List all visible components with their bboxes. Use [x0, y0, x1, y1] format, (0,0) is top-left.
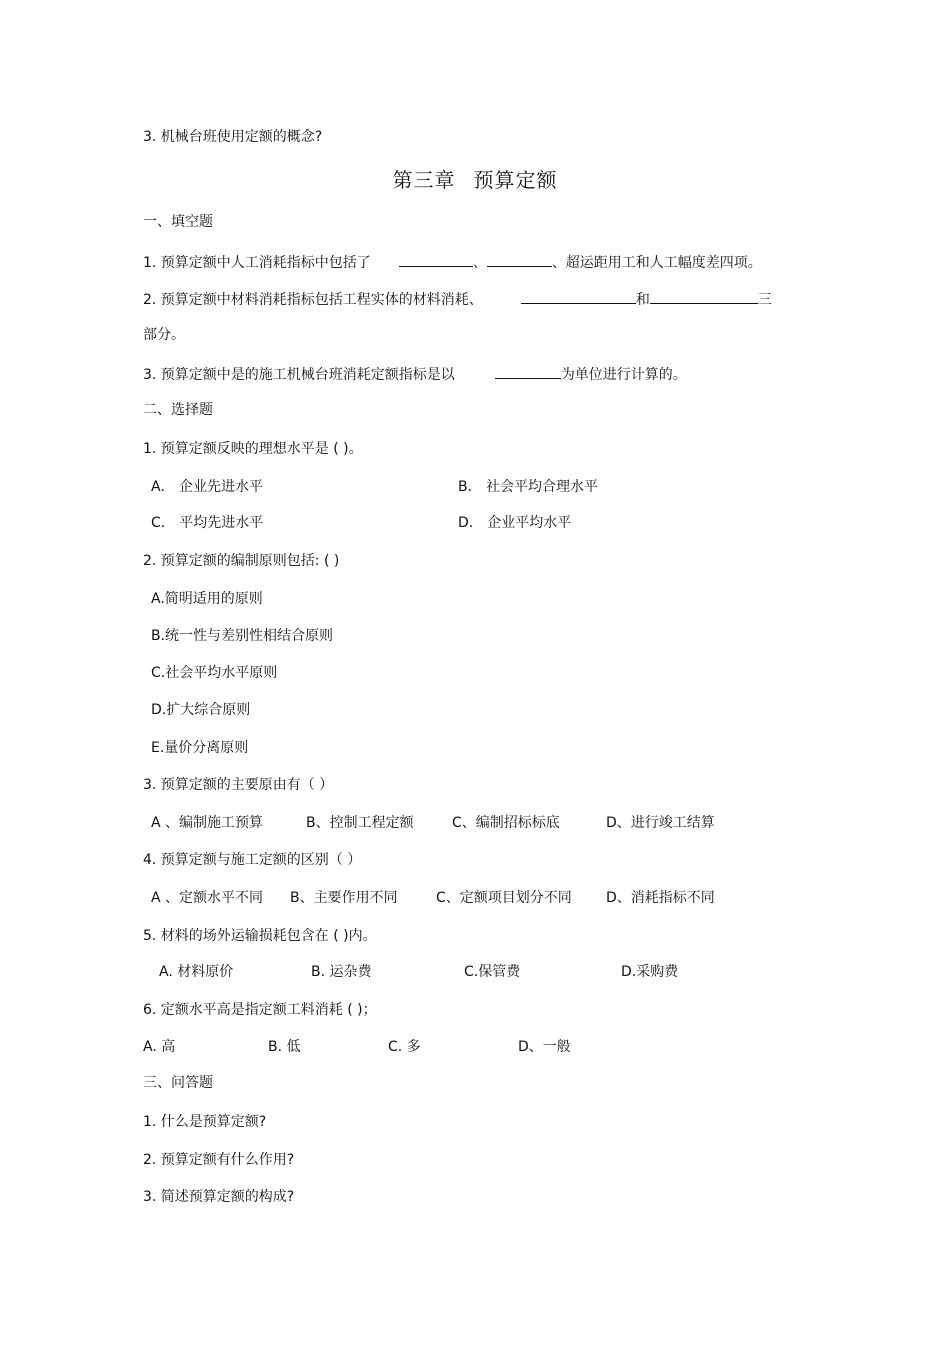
choice-q3-option-c[interactable]: C、编制招标标底 [452, 815, 560, 831]
choice-q5-option-b[interactable]: B. 运杂费 [311, 964, 372, 980]
choice-question-1: 1. 预算定额反映的理想水平是 ( )。 [143, 441, 363, 457]
choice-q6-option-c[interactable]: C. 多 [388, 1039, 421, 1055]
qa-question-3: 3. 简述预算定额的构成? [143, 1189, 295, 1205]
fill-question-2 [143, 289, 772, 310]
choice-q6-option-b[interactable]: B. 低 [268, 1039, 301, 1055]
fill-q3-blank[interactable] [495, 364, 561, 379]
choice-q5-option-d[interactable]: D.采购费 [621, 964, 679, 980]
choice-q3-option-b[interactable]: B、控制工程定额 [306, 815, 414, 831]
choice-q2-option-a[interactable]: A.简明适用的原则 [151, 591, 263, 607]
fill-q2-and: 和 [635, 292, 650, 308]
choice-q3-option-a[interactable]: A 、编制施工预算 [151, 815, 264, 831]
fill-q3-text: 3. 预算定额中是的施工机械台班消耗定额指标是以 [143, 367, 455, 383]
fill-q2-blank-2[interactable] [650, 289, 758, 304]
chapter-title [0, 166, 950, 194]
choice-q4-option-c[interactable]: C、定额项目划分不同 [436, 890, 572, 906]
choice-q4-option-a[interactable]: A 、定额水平不同 [151, 890, 264, 906]
fill-q3-tail: 为单位进行计算的。 [560, 367, 687, 383]
choice-question-4: 4. 预算定额与施工定额的区别（ ） [143, 852, 362, 868]
choice-question-5: 5. 材料的场外运输损耗包含在 ( )内。 [143, 928, 377, 944]
fill-q1-text: 1. 预算定额中人工消耗指标中包括了 [143, 255, 371, 271]
section-heading-qa: 三、问答题 [143, 1075, 213, 1091]
fill-q1-blank-2[interactable] [487, 252, 552, 267]
choice-question-2: 2. 预算定额的编制原则包括: ( ) [143, 553, 340, 569]
fill-q2-blank-1[interactable] [521, 289, 636, 304]
choice-question-6: 6. 定额水平高是指定额工料消耗 ( )； [143, 1002, 377, 1018]
chapter-name: 预算定额 [473, 168, 558, 192]
choice-q5-option-c[interactable]: C.保管费 [464, 964, 521, 980]
choice-q4-option-d[interactable]: D、消耗指标不同 [606, 890, 715, 906]
chapter-number: 第三章 [392, 168, 456, 192]
choice-q4-option-b[interactable]: B、主要作用不同 [290, 890, 398, 906]
choice-q5-option-a[interactable]: A. 材料原价 [159, 964, 234, 980]
choice-q1-option-b[interactable]: B． 社会平均合理水平 [458, 479, 599, 495]
choice-q2-option-d[interactable]: D.扩大综合原则 [151, 702, 251, 718]
choice-q2-option-e[interactable]: E.量价分离原则 [151, 740, 249, 756]
fill-q1-blank-1[interactable] [399, 252, 473, 267]
fill-question-3 [143, 364, 687, 385]
fill-question-1 [143, 252, 762, 273]
fill-q1-separator: 、 [472, 255, 487, 271]
choice-q2-option-c[interactable]: C.社会平均水平原则 [151, 665, 278, 681]
choice-q6-option-a[interactable]: A. 高 [143, 1039, 176, 1055]
section-heading-fill: 一、填空题 [143, 214, 213, 230]
choice-q2-option-b[interactable]: B.统一性与差别性相结合原则 [151, 628, 334, 644]
fill-q2-text: 2. 预算定额中材料消耗指标包括工程实体的材料消耗、 [143, 292, 483, 308]
choice-question-3: 3. 预算定额的主要原由有（ ） [143, 777, 334, 793]
choice-q1-option-d[interactable]: D． 企业平均水平 [458, 515, 572, 531]
choice-q6-option-d[interactable]: D、一般 [518, 1039, 571, 1055]
choice-q1-option-a[interactable]: A． 企业先进水平 [151, 479, 264, 495]
qa-question-2: 2. 预算定额有什么作用? [143, 1152, 295, 1168]
previous-question-3: 3. 机械台班使用定额的概念? [143, 129, 323, 145]
fill-q2-tail: 三 [757, 292, 772, 308]
section-heading-choice: 二、选择题 [143, 402, 213, 418]
qa-question-1: 1. 什么是预算定额? [143, 1114, 267, 1130]
fill-question-2-continued: 部分。 [143, 327, 185, 343]
choice-q1-option-c[interactable]: C． 平均先进水平 [151, 515, 264, 531]
choice-q3-option-d[interactable]: D、进行竣工结算 [606, 815, 715, 831]
fill-q1-tail: 、超运距用工和人工幅度差四项。 [551, 255, 762, 271]
